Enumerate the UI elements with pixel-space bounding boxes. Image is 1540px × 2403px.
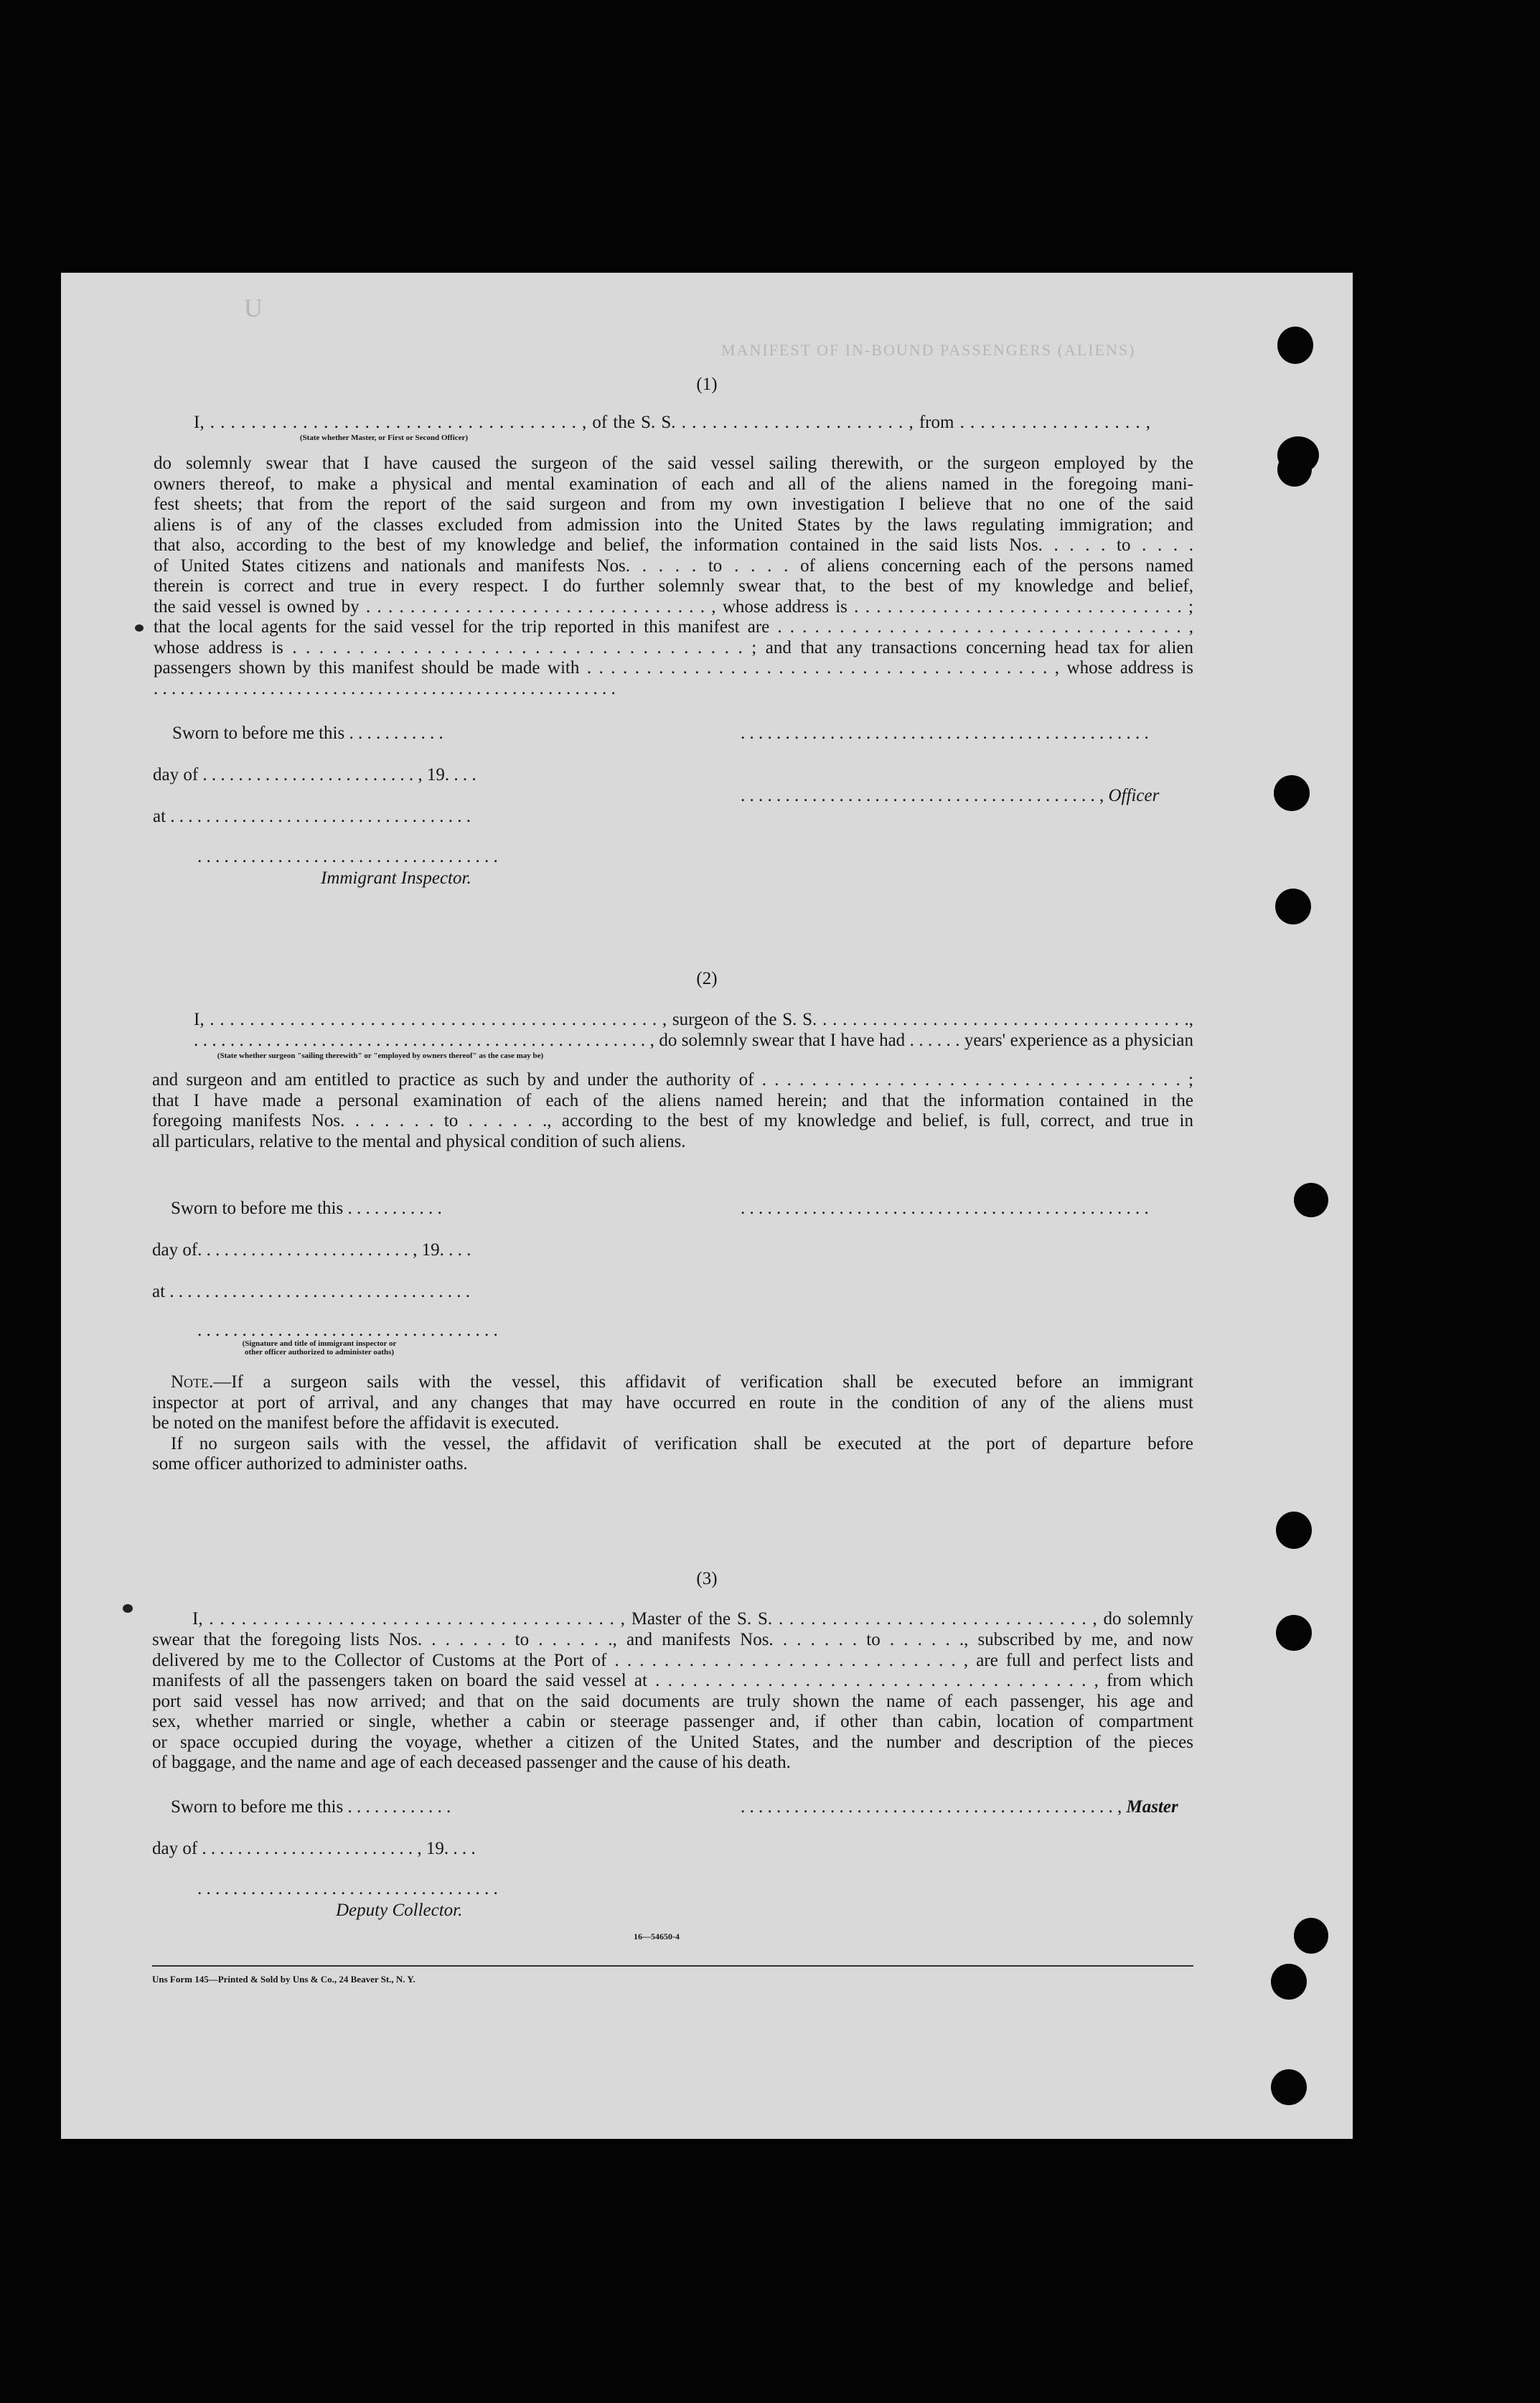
- s1-day: day of . . . . . . . . . . . . . . . . . . . . . . . . , 19. . . .: [153, 765, 476, 784]
- binder-hole: [1277, 327, 1313, 364]
- s2-line2-note: (State whether surgeon "sailing therewith" or "employed by owners thereof" as the case may be): [217, 1051, 544, 1060]
- s2-note-line: inspector at port of arrival, and any changes that may have occurred en route in the condition of any of the aliens must: [152, 1392, 1193, 1413]
- s1-line: passengers shown by this manifest should be made with . . . . . . . . . . . . . . . . . . . . . . . . . . . . . . . . . . . . . . . , whose address is: [154, 658, 1193, 678]
- section-3-number: (3): [696, 1569, 718, 1588]
- s1-line-last: . . . . . . . . . . . . . . . . . . . . . . . . . . . . . . . . . . . . . . . . . . . . . . . . . . . .: [154, 678, 616, 698]
- s2-day: day of. . . . . . . . . . . . . . . . . . . . . . . . , 19. . . .: [152, 1240, 471, 1260]
- s1-body: [154, 454, 1193, 699]
- s1-signature-line: . . . . . . . . . . . . . . . . . . . . . . . . . . . . . . . . . . . . . . . . . . . . . .: [741, 723, 1149, 743]
- ink-mark: [135, 624, 144, 632]
- s2-sign-dots: . . . . . . . . . . . . . . . . . . . . . . . . . . . . . . . . . .: [197, 1321, 498, 1340]
- binder-hole: [1275, 889, 1311, 924]
- s3-sworn: Sworn to before me this . . . . . . . . . . . .: [171, 1797, 451, 1817]
- s1-line1-note: (State whether Master, or First or Second Officer): [299, 434, 469, 442]
- s1-line1: I, . . . . . . . . . . . . . . . . . . . . . . . . . . . . . . . . . . . . , of the S. S. . . . . . . . . . . . . . . . . . . . . . . , from . . . . . . . . . . . . . . . . . . ,: [194, 413, 1150, 432]
- s1-line: fest sheets; that from the report of the said surgeon and from my own investigation I believe that no one of the said: [154, 495, 1193, 514]
- s2-sign-note-2: other officer authorized to administer oaths): [244, 1348, 395, 1357]
- binder-hole: [1276, 1615, 1312, 1651]
- binder-hole: [1294, 1918, 1328, 1954]
- s3-body: [152, 1630, 1193, 1774]
- s3-line: manifests of all the passengers taken on board the said vessel at . . . . . . . . . . . . . . . . . . . . . . . . . . . . . . . . . . . , from which: [152, 1671, 1193, 1690]
- s1-line: that the local agents for the said vessel for the trip reported in this manifest are . . . . . . . . . . . . . . . . . . . . . . . . . . . . . . . . . ,: [154, 617, 1193, 637]
- s2-at: at . . . . . . . . . . . . . . . . . . . . . . . . . . . . . . . . . .: [152, 1282, 471, 1301]
- s1-at: at . . . . . . . . . . . . . . . . . . . . . . . . . . . . . . . . . .: [153, 807, 471, 826]
- s1-line: owners thereof, to make a physical and mental examination of each and all of the aliens named in the foregoing mani-: [154, 474, 1193, 494]
- s1-line: the said vessel is owned by . . . . . . . . . . . . . . . . . . . . . . . . . . . . . . . , whose address is . . . . . . . . . . . . . . . . . . . . . . . . . . . . . . ;: [154, 596, 1193, 617]
- s2-line: and surgeon and am entitled to practice as such by and under the authority of . . . . . . . . . . . . . . . . . . . . . . . . . . . . . . . . . . ;: [152, 1070, 1193, 1090]
- s3-line-last: of baggage, and the name and age of each deceased passenger and the cause of his death.: [152, 1753, 791, 1772]
- s1-line: whose address is . . . . . . . . . . . . . . . . . . . . . . . . . . . . . . . . . . ; and that any transactions concerning head tax for alien: [154, 637, 1193, 657]
- s2-note2-last: some officer authorized to administer oaths.: [152, 1454, 468, 1474]
- s2-line1: I, . . . . . . . . . . . . . . . . . . . . . . . . . . . . . . . . . . . . . . . . . . . . . , surgeon of the S. S. . . . . . . . . . . . . . . . . . . . . . . . . . . . . . . . . . . . . .,: [194, 1010, 1193, 1029]
- s2-sworn: Sworn to before me this . . . . . . . . . . .: [171, 1199, 442, 1218]
- footer-rule: [152, 1965, 1193, 1967]
- s2-body: [152, 1070, 1193, 1152]
- s2-note-first-line: [171, 1372, 1193, 1393]
- s1-officer-label: Officer: [1108, 786, 1160, 805]
- s1-line: aliens is of any of the classes excluded from admission into the United States by the laws regulating immigration; and: [154, 515, 1193, 535]
- s2-line: foregoing manifests Nos. . . . . . . to . . . . . ., according to the best of my knowledge and belief, is full, correct, and true in: [152, 1111, 1193, 1130]
- section-2-number: (2): [696, 969, 718, 988]
- s3-line: port said vessel has now arrived; and that on the said documents are truly shown the name of each passenger, his age and: [152, 1691, 1193, 1711]
- printer-footer: Uns Form 145—Printed & Sold by Uns & Co., 24 Beaver St., N. Y.: [152, 1974, 415, 1985]
- s1-line: of United States citizens and nationals and manifests Nos. . . . . to . . . . of aliens concerning each of the persons named: [154, 556, 1193, 576]
- s1-sworn: Sworn to before me this . . . . . . . . . . .: [172, 723, 443, 743]
- s2-note-label: Note.: [171, 1372, 214, 1392]
- s3-day: day of . . . . . . . . . . . . . . . . . . . . . . . . , 19. . . .: [152, 1839, 476, 1858]
- s3-line: or space occupied during the voyage, whether a citizen of the United States, and the number and description of the pieces: [152, 1732, 1193, 1752]
- document-page: [61, 273, 1353, 2139]
- binder-hole: [1274, 775, 1310, 811]
- s3-line: swear that the foregoing lists Nos. . . . . . . to . . . . . ., and manifests Nos. . . . . . . to . . . . . ., subscribed by me, and now: [152, 1630, 1193, 1649]
- s1-line: that also, according to the best of my knowledge and belief, the information contained in the said lists Nos. . . . . to . . . .: [154, 535, 1193, 555]
- form-number: 16—54650-4: [634, 1931, 680, 1941]
- binder-hole: [1271, 2069, 1307, 2105]
- s1-inspector-label: Immigrant Inspector.: [321, 868, 471, 888]
- s2-note2-line: If no surgeon sails with the vessel, the affidavit of verification shall be executed at the port of departure before: [171, 1433, 1193, 1453]
- s2-sign-note-1: (Signature and title of immigrant inspector or: [242, 1339, 397, 1348]
- s1-officer-line: [741, 786, 1159, 807]
- binder-hole: [1294, 1183, 1328, 1217]
- s2-line-last: all particulars, relative to the mental and physical condition of such aliens.: [152, 1131, 686, 1151]
- s3-line1: I, . . . . . . . . . . . . . . . . . . . . . . . . . . . . . . . . . . . . . . , Master of the S. S. . . . . . . . . . . . . . . . . . . . . . . . . . . . . . , do solemnly: [192, 1609, 1193, 1629]
- s3-collector-dots: . . . . . . . . . . . . . . . . . . . . . . . . . . . . . . . . . .: [197, 1879, 498, 1898]
- section-1-number: (1): [696, 375, 718, 394]
- s2-note-text: —If a surgeon sails with the vessel, this affidavit of verification shall be executed before an immigrant: [213, 1372, 1193, 1392]
- s2-note-last: be noted on the manifest before the affidavit is executed.: [152, 1413, 560, 1433]
- s2-note-block: [152, 1372, 1193, 1475]
- s2-line: that I have made a personal examination of each of the aliens named herein; and that the information contained in the: [152, 1090, 1193, 1110]
- binder-hole: [1276, 1512, 1312, 1549]
- s3-line: sex, whether married or single, whether a cabin or steerage passenger and, if other than cabin, location of compartment: [152, 1712, 1193, 1731]
- s3-master-dots: . . . . . . . . . . . . . . . . . . . . . . . . . . . . . . . . . . . . . . . . . . ,: [741, 1797, 1127, 1817]
- bleed-through-left: U: [244, 294, 264, 322]
- s1-line: therein is correct and true in every respect. I do further solemnly swear that, to the best of my knowledge and belief,: [154, 576, 1193, 596]
- s2-signature-line: . . . . . . . . . . . . . . . . . . . . . . . . . . . . . . . . . . . . . . . . . . . . . .: [741, 1199, 1149, 1218]
- s1-line: do solemnly swear that I have caused the surgeon of the said vessel sailing therewith, or the surgeon employed by the: [154, 454, 1193, 473]
- binder-hole: [1271, 1964, 1307, 2000]
- s2-line2: . . . . . . . . . . . . . . . . . . . . . . . . . . . . . . . . . . . . . . . . . . . . . . . . . . , do solemnly swear that I have had . . . . . . years' experience as a physician: [194, 1031, 1193, 1050]
- s3-master-line: [741, 1797, 1178, 1818]
- s1-inspector-dots: . . . . . . . . . . . . . . . . . . . . . . . . . . . . . . . . . .: [197, 847, 498, 866]
- s3-collector-label: Deputy Collector.: [336, 1901, 463, 1920]
- s3-line: delivered by me to the Collector of Customs at the Port of . . . . . . . . . . . . . . . . . . . . . . . . . . . . , are full and perfect lists and: [152, 1650, 1193, 1670]
- s1-officer-dots: . . . . . . . . . . . . . . . . . . . . . . . . . . . . . . . . . . . . . . . . ,: [741, 786, 1109, 805]
- s3-master-label: Master: [1126, 1797, 1178, 1817]
- ink-mark: [123, 1604, 133, 1613]
- binder-hole: [1277, 452, 1312, 487]
- bleed-through-right: MANIFEST OF IN-BOUND PASSENGERS (ALIENS): [721, 341, 1136, 359]
